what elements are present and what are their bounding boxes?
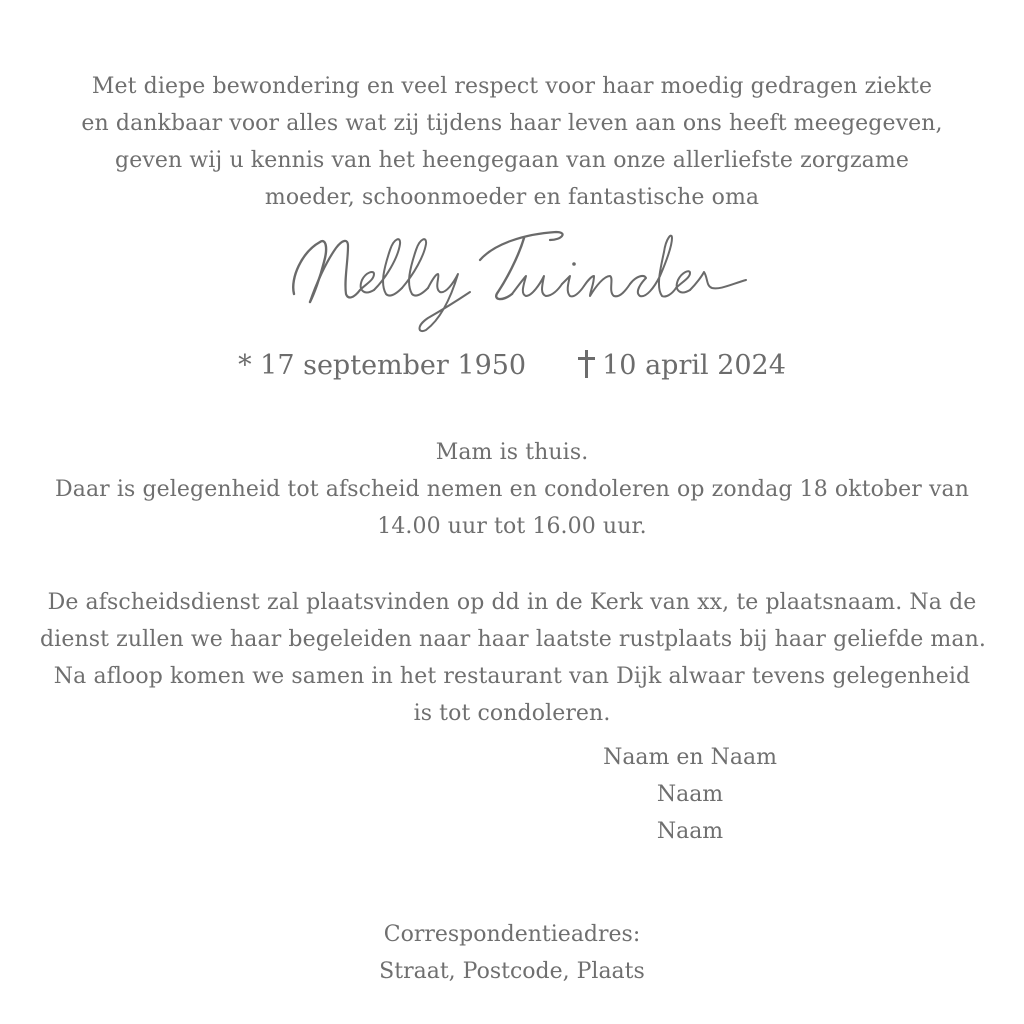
cross-icon: [578, 350, 594, 378]
paragraph-line: is tot condoleren.: [413, 701, 611, 726]
signers-list: [590, 739, 790, 850]
intro-line: en dankbaar voor alles wat zij tijdens haar leven aan ons heeft meegegeven,: [81, 111, 943, 136]
paragraph-line: Mam is thuis.: [435, 440, 589, 465]
visitation-paragraph: [40, 434, 984, 545]
paragraph-line: Na afloop komen we samen in het restaurant van Dijk alwaar tevens gelegenheid: [53, 664, 971, 689]
signer-name: Naam en Naam: [603, 745, 777, 770]
service-paragraph: [40, 584, 984, 732]
signer-name: Naam: [656, 819, 724, 844]
address-label: Correspondentieadres:: [383, 922, 641, 947]
signer-name: Naam: [656, 782, 724, 807]
paragraph-line: 14.00 uur tot 16.00 uur.: [377, 514, 647, 539]
death-date: 10 april 2024: [602, 350, 786, 381]
address-value: Straat, Postcode, Plaats: [379, 959, 645, 984]
intro-line: moeder, schoonmoeder en fantastische oma: [264, 185, 760, 210]
paragraph-line: dienst zullen we haar begeleiden naar haar laatste rustplaats bij haar geliefde man.: [40, 627, 986, 652]
intro-line: geven wij u kennis van het heengegaan van onze allerliefste zorgzame: [115, 148, 909, 173]
deceased-name-signature: [262, 218, 762, 338]
life-dates: [40, 346, 984, 386]
intro-text: [40, 68, 984, 216]
paragraph-line: De afscheidsdienst zal plaatsvinden op dd in de Kerk van xx, te plaatsnaam. Na de: [47, 590, 977, 615]
birth-date: * 17 september 1950: [238, 350, 527, 381]
correspondence-address: [312, 916, 712, 990]
paragraph-line: Daar is gelegenheid tot afscheid nemen en condoleren op zondag 18 oktober van: [54, 477, 970, 502]
intro-line: Met diepe bewondering en veel respect voor haar moedig gedragen ziekte: [91, 74, 933, 99]
